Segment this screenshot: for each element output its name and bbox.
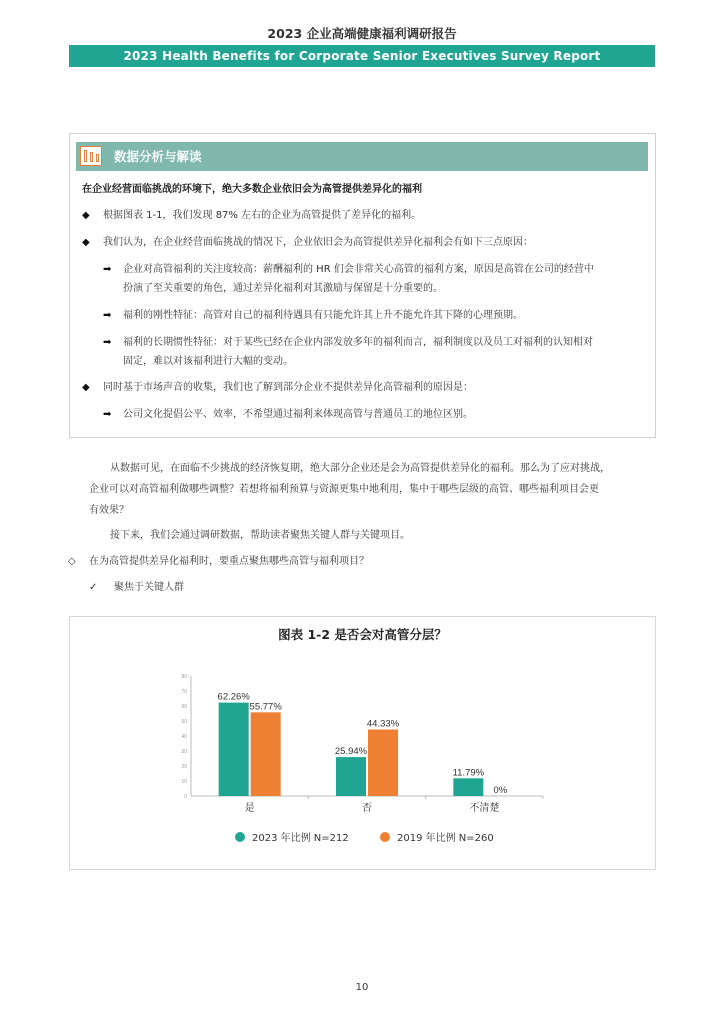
bar-2019 <box>368 730 398 796</box>
y-tick-label: 80 <box>181 674 187 680</box>
focus-key-group: 聚焦于关键人群 <box>114 582 184 593</box>
legend-label: 2019 年比例 N=260 <box>397 833 494 844</box>
reason-1-line-2: 扮演了至关重要的角色，通过差异化福利对其激励与保留是十分重要的。 <box>123 283 443 294</box>
body-paragraph-1-line-2: 企业可以对高管福利做哪些调整？若想将福利预算与资源更集中地利用，集中于哪些层级的高管、哪些福利项目会更 <box>89 484 599 495</box>
data-label: 44.33% <box>366 718 400 730</box>
body-paragraph-2: 接下来，我们会通过调研数据，帮助读者聚焦关键人群与关键项目。 <box>110 530 410 541</box>
y-tick-label: 20 <box>181 764 187 770</box>
y-tick-label: 10 <box>181 779 187 785</box>
x-category-label: 不清楚 <box>469 803 500 814</box>
check-icon: ✓ <box>89 582 98 593</box>
x-category-label: 是 <box>244 803 255 814</box>
analysis-bullet-2: 我们认为，在企业经营面临挑战的情况下，企业依旧会为高管提供差异化福利会有如下三点原因： <box>103 237 533 248</box>
legend-label: 2023 年比例 N=212 <box>252 833 349 844</box>
reason-1-line-1: 企业对高管福利的关注度较高：薪酬福利的 HR 们会非常关心高管的福利方案，原因是高管在公司的经营中 <box>123 264 594 275</box>
report-title-en-banner: 2023 Health Benefits for Corporate Senior Executives Survey Report <box>69 45 655 67</box>
data-label: 11.79% <box>452 767 485 779</box>
body-paragraph-1-line-3: 有效果？ <box>89 505 129 516</box>
bar-2019 <box>251 712 281 796</box>
y-tick-label: 0 <box>184 794 187 800</box>
analysis-bullet-3: 同时基于市场声音的收集，我们也了解到部分企业不提供差异化高管福利的原因是： <box>103 382 473 393</box>
y-tick-label: 70 <box>181 689 187 695</box>
data-label: 25.94% <box>334 746 368 758</box>
arrow-bullet-icon: ➡ <box>103 264 112 275</box>
diamond-bullet-icon: ◆ <box>82 237 90 248</box>
page-number: 10 <box>355 982 369 993</box>
x-category-label: 否 <box>362 803 372 814</box>
reason-3-line-2: 固定，难以对该福利进行大幅的变动。 <box>123 356 293 367</box>
analysis-title-bar <box>76 142 648 171</box>
chart-title: 图表 1-2 是否会对高管分层？ <box>278 627 447 642</box>
y-tick-label: 30 <box>181 749 187 755</box>
analysis-title: 数据分析与解读 <box>114 149 202 164</box>
arrow-bullet-icon: ➡ <box>103 409 112 420</box>
analysis-box <box>69 133 656 438</box>
y-tick-label: 60 <box>181 704 187 710</box>
reason-3-line-1: 福利的长期惯性特征：对于某些已经在企业内部发放多年的福利而言，福利制度以及员工对福利的认知相对 <box>123 337 593 348</box>
y-tick-label: 50 <box>181 719 187 725</box>
data-label: 55.77% <box>249 701 282 713</box>
bar-chart <box>70 617 657 871</box>
bar-chart-icon <box>80 146 102 166</box>
data-label: 0% <box>493 785 508 796</box>
analysis-bullet-1: 根据图表 1-1，我们发现 87% 左右的企业为高管提供了差异化的福利。 <box>103 210 422 221</box>
reason-2: 福利的刚性特征：高管对自己的福利待遇具有只能允许其上升不能允许其下降的心理预期。 <box>123 310 523 321</box>
chart-container <box>69 616 656 870</box>
arrow-bullet-icon: ➡ <box>103 310 112 321</box>
bar-2023 <box>336 757 366 796</box>
body-paragraph-1-line-1: 从数据可见，在面临不少挑战的经济恢复期，绝大部分企业还是会为高管提供差异化的福利。那么为了应对挑战， <box>110 463 610 474</box>
y-tick-label: 40 <box>181 734 187 740</box>
analysis-heading: 在企业经营面临挑战的环境下，绝大多数企业依旧会为高管提供差异化的福利 <box>82 184 422 195</box>
report-title-cn: 2023 企业高端健康福利调研报告 <box>267 26 457 41</box>
reason-4: 公司文化提倡公平、效率，不希望通过福利来体现高管与普通员工的地位区别。 <box>123 409 473 420</box>
focus-question: 在为高管提供差异化福利时，要重点聚焦哪些高管与福利项目？ <box>89 556 369 567</box>
hollow-diamond-icon: ◇ <box>68 556 76 567</box>
arrow-bullet-icon: ➡ <box>103 337 112 348</box>
bar-2023 <box>453 778 483 796</box>
legend-marker <box>235 832 245 842</box>
legend-marker <box>380 832 390 842</box>
bar-2023 <box>219 703 249 796</box>
diamond-bullet-icon: ◆ <box>82 210 90 221</box>
data-label: 62.26% <box>217 691 250 703</box>
diamond-bullet-icon: ◆ <box>82 382 90 393</box>
